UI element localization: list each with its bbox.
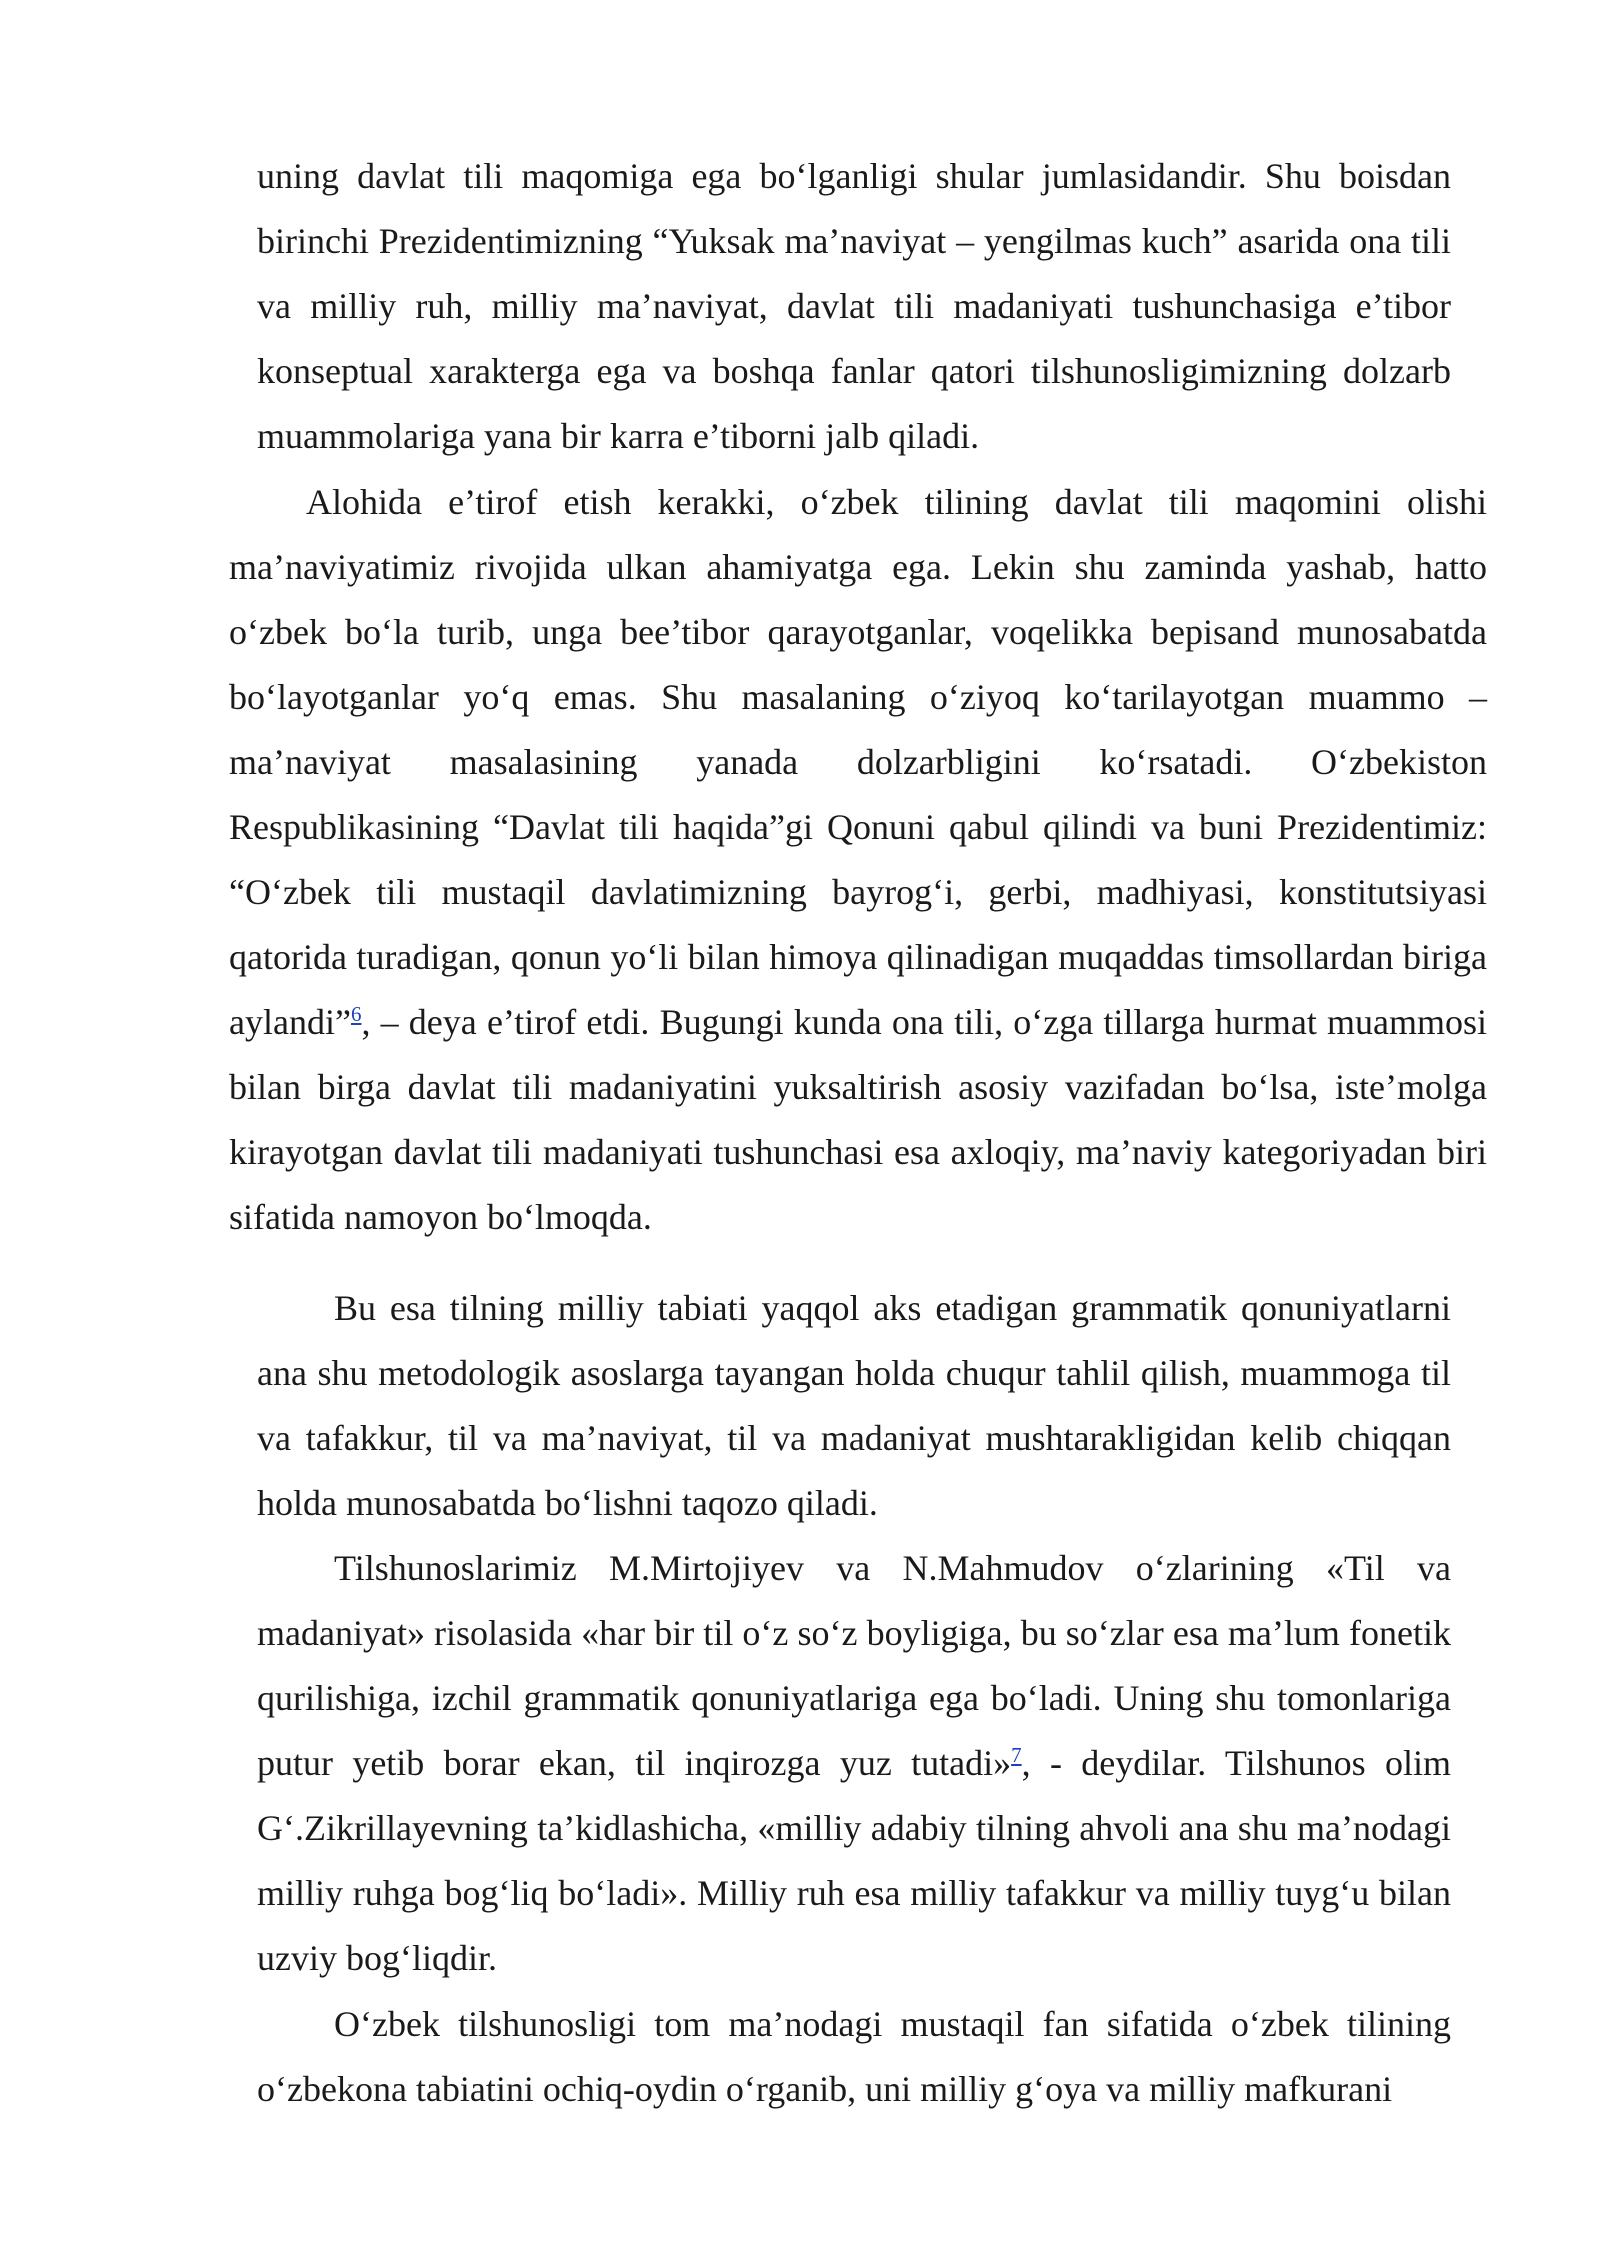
footnote-link-6[interactable]: 6 (350, 1002, 362, 1026)
paragraph-2 (229, 470, 1487, 1250)
paragraph-3: Bu esa tilning milliy tabiati yaqqol aks etadigan grammatik qonuniyatlarni ana shu metodologik asoslarga tayangan holda chuqur tahlil qilish, muammoga til va tafakkur, til va ma’naviyat, til va madaniyat mushtarakligidan kelib chiqqan holda munosabatda bo‘lishni taqozo qiladi. (257, 1288, 1451, 1523)
paragraph-5: O‘zbek tilshunosligi tom ma’nodagi mustaqil fan sifatida o‘zbek tilining o‘zbekona tabiatini ochiq-oydin o‘rganib, uni milliy g‘oya va milliy mafkurani (257, 2004, 1451, 2109)
paragraph-1: uning davlat tili maqomiga ega bo‘lganligi shular jumlasidandir. Shu boisdan birinchi Prezidentimizning “Yuksak ma’naviyat – yengilmas kuch” asarida ona tili va milliy ruh, milliy ma’naviyat, davlat tili madaniyati tushunchasiga e’tibor konseptual xarakterga ega va boshqa fanlar qatori tilshunosligimizning dolzarb muammolariga yana bir karra e’tiborni jalb qiladi. (257, 156, 1451, 456)
paragraph-4-text-after: , - deydilar. Tilshunos olim G‘.Zikrillayevning ta’kidlashicha, «milliy adabiy tilning ahvoli ana shu ma’nodagi milliy ruhga bog‘liq bo‘ladi». Milliy ruh esa milliy tafakkur va milliy tuyg‘u bilan uzviy bog‘liqdir. (257, 1743, 1451, 1978)
paragraph-2-text-after: , – deya e’tirof etdi. Bugungi kunda ona tili, o‘zga tillarga hurmat muammosi bilan birga davlat tili madaniyatini yuksaltirish asosiy vazifadan bo‘lsa, iste’molga kirayotgan davlat tili madaniyati tushunchasi esa axloqiy, ma’naviy kategoriyadan biri sifatida namoyon bo‘lmoqda. (229, 1002, 1487, 1237)
paragraph-4 (257, 1536, 1451, 1991)
footnote-link-7[interactable]: 7 (1011, 1743, 1022, 1767)
paragraph-4-text-before: Tilshunoslarimiz M.Mirtojiyev va N.Mahmudov o‘zlarining «Til va madaniyat» risolasida «har bir til o‘z so‘z boyligiga, bu so‘zlar esa ma’lum fonetik qurilishiga, izchil grammatik qonuniyatlariga ega bo‘ladi. Uning shu tomonlariga putur yetib borar ekan, til inqirozga yuz tutadi» (257, 1548, 1451, 1783)
paragraph-2-text-before: Alohida e’tirof etish kerakki, o‘zbek tilining davlat tili maqomini olishi ma’naviyatimiz rivojida ulkan ahamiyatga ega. Lekin shu zaminda yashab, hatto o‘zbek bo‘la turib, unga bee’tibor qarayotganlar, voqelikka bepisand munosabatda bo‘layotganlar yo‘q emas. Shu masalaning o‘ziyoq ko‘tarilayotgan muammo – ma’naviyat masalasining yanada dolzarbligini ko‘rsatadi. O‘zbekiston Respublikasining “Davlat tili haqida”gi Qonuni qabul qilindi va buni Prezidentimiz: “O‘zbek tili mustaqil davlatimizning bayrog‘i, gerbi, madhiyasi, konstitutsiyasi qatorida turadigan, qonun yo‘li bilan himoya qilinadigan muqaddas timsollardan biriga aylandi” (229, 482, 1487, 1042)
